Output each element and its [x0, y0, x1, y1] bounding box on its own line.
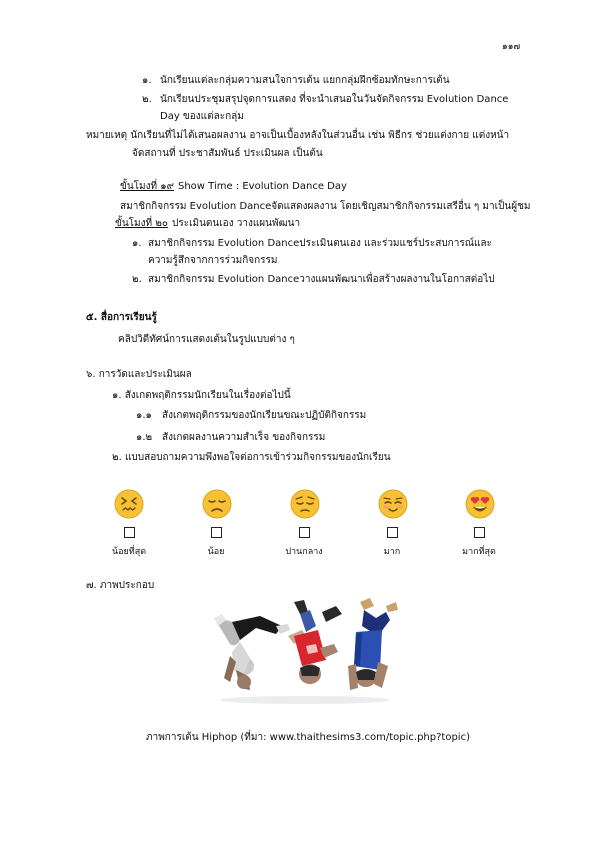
step19-title: Show Time : Evolution Dance Day: [178, 181, 347, 192]
disappointed-face-icon: [202, 489, 232, 519]
rating-checkbox-3[interactable]: [299, 527, 310, 538]
rating-label-4: มาก: [383, 547, 401, 557]
rating-checkbox-2[interactable]: [211, 527, 222, 538]
section6-sub-1-num: ๑.๑: [136, 410, 152, 421]
dancer-left: [214, 614, 290, 690]
section6-sub-1-text: สังเกตพฤติกรรมของนักเรียนขณะปฏิบัติกิจกรรม: [162, 410, 367, 421]
section6-heading: ๖. การวัดและประเมินผล: [86, 369, 192, 380]
rating-label-1: น้อยที่สุด: [111, 547, 147, 557]
section7-heading: ๗. ภาพประกอบ: [86, 580, 155, 591]
step19-label: ขั้นโมงที่ ๑๙: [120, 181, 174, 192]
section5-heading: ๕. สื่อการเรียนรู้: [86, 312, 157, 323]
rating-label-2: น้อย: [207, 547, 225, 557]
step20-title: ประเมินตนเอง วางแผนพัฒนา: [172, 218, 301, 229]
pensive-face-icon: [290, 489, 320, 519]
section6-sub-2-text: สังเกตผลงานความสำเร็จ ของกิจกรรม: [162, 432, 326, 443]
step20-item-1-num: ๑.: [132, 238, 142, 249]
rating-checkbox-5[interactable]: [474, 527, 485, 538]
step20-label: ขั้นโมงที่ ๒๐: [115, 218, 168, 229]
note-line-1: หมายเหตุ นักเรียนที่ไม่ได้เสนอผลงาน อาจเป็นเบื้องหลังในส่วนอื่น เช่น พิธีกร ช่วยแต่งกาย แต่งหน้า: [86, 130, 510, 141]
section6-item-2: ๒. แบบสอบถามความพึงพอใจต่อการเข้าร่วมกิจกรรมของนักเรียน: [112, 452, 391, 463]
step-top-1-num: ๑.: [142, 75, 152, 86]
rating-label-5: มากที่สุด: [462, 547, 496, 557]
section6-sub-2-num: ๑.๒: [136, 432, 153, 443]
relieved-face-icon: [378, 489, 408, 519]
heart-eyes-face-icon: [465, 489, 495, 519]
step19-body: สมาชิกกิจกรรม Evolution Danceจัดแสดงผลงาน โดยเชิญสมาชิกกิจกรรมเสรีอื่น ๆ มาเป็นผู้ชม: [120, 201, 531, 212]
dancer-right: [348, 598, 398, 690]
dancer-middle: [288, 600, 342, 684]
rating-checkbox-1[interactable]: [124, 527, 135, 538]
confounded-face-icon: [114, 489, 144, 519]
step20-item-2-num: ๒.: [132, 274, 142, 285]
section6-item-1: ๑. สังเกตพฤติกรรมนักเรียนในเรื่องต่อไปนี้: [112, 390, 291, 401]
note-line-2: จัดสถานที่ ประชาสัมพันธ์ ประเมินผล เป็นต้น: [132, 148, 323, 159]
step20-item-1-text: สมาชิกกิจกรรม Evolution Danceประเมินตนเอง และร่วมแชร์ประสบการณ์และ: [148, 238, 492, 249]
step-top-2-text: นักเรียนประชุมสรุปจุดการแสดง ที่จะนำเสนอในวันจัดกิจกรรม Evolution Dance: [160, 94, 509, 105]
step20-item-1-cont: ความรู้สึกจากการร่วมกิจกรรม: [148, 255, 278, 266]
section5-body: คลิปวิดีทัศน์การแสดงเต้นในรูปแบบต่าง ๆ: [118, 334, 295, 345]
step-top-2-cont: Day ของแต่ละกลุ่ม: [160, 111, 244, 122]
image-caption: ภาพการเต้น Hiphop (ที่มา: www.thaithesims3.com/topic.php?topic): [146, 732, 470, 743]
step20-item-2-text: สมาชิกกิจกรรม Evolution Danceวางแผนพัฒนาเพื่อสร้างผลงานในโอกาสต่อไป: [148, 274, 495, 285]
step-top-2-num: ๒.: [142, 94, 152, 105]
rating-checkbox-4[interactable]: [387, 527, 398, 538]
rating-label-3: ปานกลาง: [285, 547, 323, 557]
page-number: ๑๑๗: [502, 42, 521, 52]
hiphop-dancers-image: [210, 596, 400, 706]
step-top-1-text: นักเรียนแต่ละกลุ่มความสนใจการเต้น แยกกลุ่มฝึกซ้อมทักษะการเต้น: [160, 75, 450, 86]
